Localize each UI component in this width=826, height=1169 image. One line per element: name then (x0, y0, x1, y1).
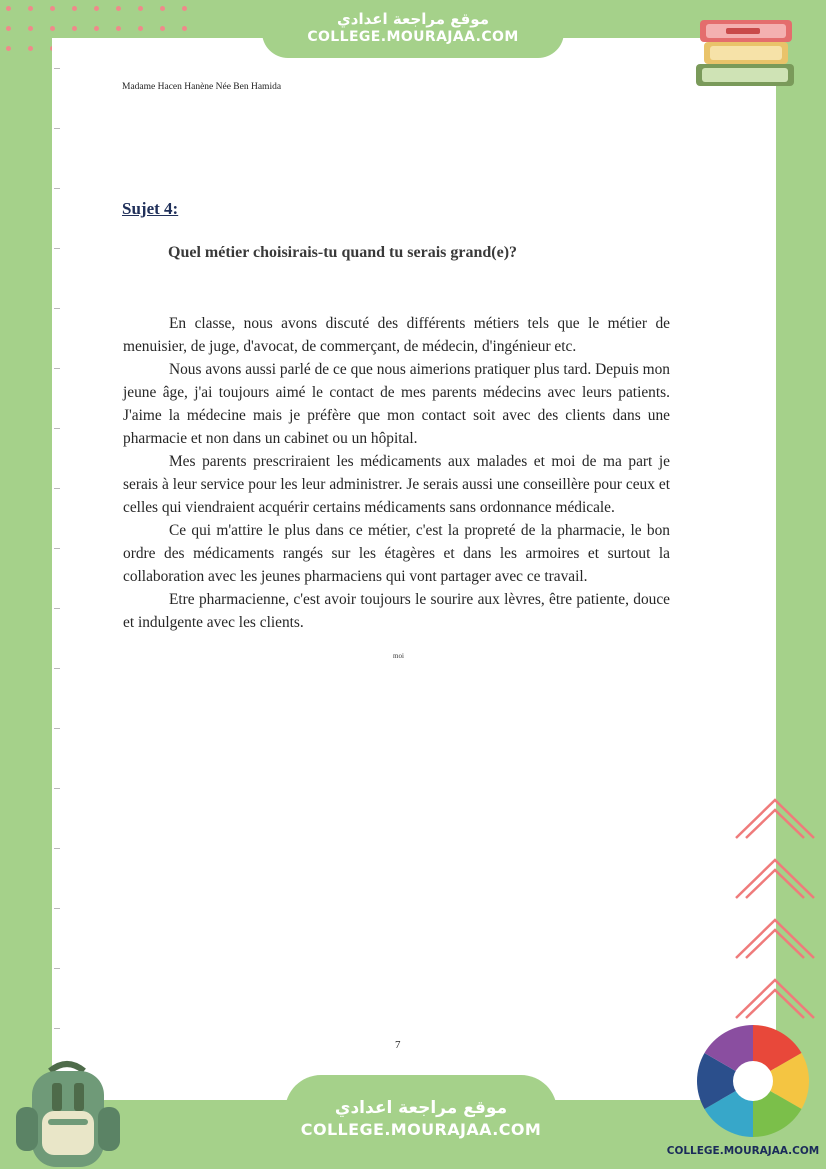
document-subject: Sujet 4: (122, 199, 179, 218)
backpack-icon (10, 1055, 125, 1169)
handwritten-insert-note: moi (393, 652, 404, 660)
document-author: Madame Hacen Hanène Née Ben Hamida (122, 82, 282, 92)
bottom-banner-url[interactable]: COLLEGE.MOURAJAA.COM (300, 1120, 542, 1139)
logo-url-text: COLLEGE.MOURAJAA.COM (666, 1145, 820, 1157)
bottom-banner (285, 1075, 557, 1169)
paragraph-4: Ce qui m'attire le plus dans ce métier, c'est la propreté de la pharmacie, le bon ordre des médicaments rangés sur les étagères et dans les armoires et surtout la collaboration avec les jeunes pharmaciens qui vont partager avec ce travail. (123, 522, 670, 585)
books-stack-icon (690, 12, 800, 94)
paragraph-3: Mes parents prescriraient les médicaments aux malades et moi de ma part je serais à leur service pour les leur administrer. Je serais aussi une conseillère pour ceux et celles qui viendraient acquérir certains médicaments sans ordonnance médicale. (123, 453, 670, 516)
page-number: 7 (395, 1039, 401, 1051)
chevrons-up-icon (730, 790, 820, 1040)
top-banner (262, 0, 564, 58)
top-banner-url[interactable]: COLLEGE.MOURAJAA.COM (307, 29, 519, 45)
paragraph-5: Etre pharmacienne, c'est avoir toujours le sourire aux lèvres, être patiente, douce et indulgente avec les clients. (123, 591, 670, 631)
top-banner-arabic: موقع مراجعة اعدادي (337, 10, 489, 28)
document-body (123, 312, 670, 634)
bottom-banner-arabic: موقع مراجعة اعدادي (334, 1098, 508, 1118)
document-question: Quel métier choisirais-tu quand tu serais grand(e)? (168, 244, 518, 261)
college-mourajaa-logo (694, 1022, 812, 1140)
paragraph-2: Nous avons aussi parlé de ce que nous aimerions pratiquer plus tard. Depuis mon jeune âge, j'ai toujours aimé le contact de mes parents médecins avec leurs patients. J'aime la médecine mais je préfère que mon contact soit avec des clients dans une pharmacie et non dans un cabinet ou un hôpital. (123, 361, 670, 447)
scan-margin-marks (52, 38, 62, 1100)
paragraph-1: En classe, nous avons discuté des différents métiers tels que le métier de menuisier, de juge, d'avocat, de commerçant, de médecin, d'ingénieur etc. (123, 315, 670, 355)
